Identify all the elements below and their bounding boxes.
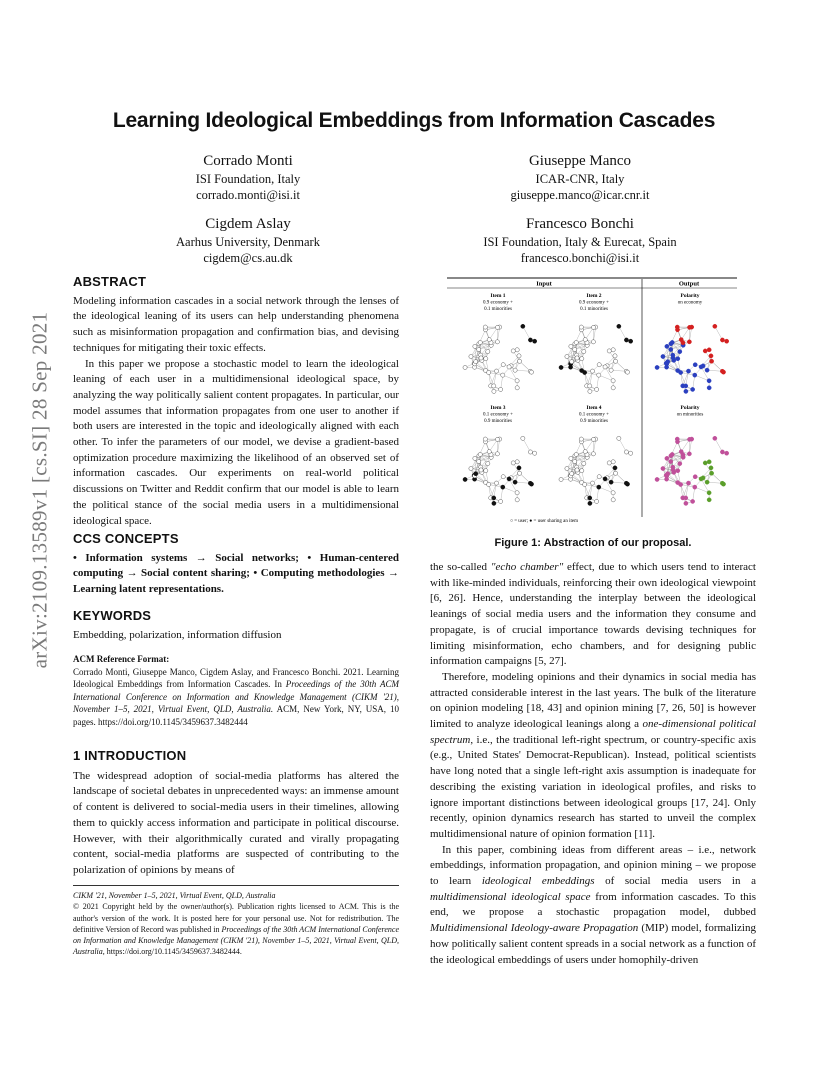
network-node <box>611 460 615 464</box>
input-label: Input <box>536 280 552 288</box>
network-node <box>703 349 707 353</box>
network-node <box>709 354 713 358</box>
introduction-paragraph: The widespread adoption of social-media platforms has altered the landscape of societal debates in unprecedented ways: an immense amount of content is delivered to social-media users in their timelines, allowing them to quickly access information and participate in political discourse. However, with their algorithmically curated and virally propagating content, social-media platforms are suspected of contributing to the polarization of opinions by means of <box>73 769 399 876</box>
network-node <box>583 482 587 486</box>
network-node <box>583 370 587 374</box>
network-node <box>679 482 683 486</box>
author-affiliation: ICAR-CNR, Italy <box>535 172 625 186</box>
panel-subtitle: 0.1 economy + <box>483 412 513 418</box>
network-node <box>487 482 491 486</box>
network-node <box>625 370 629 374</box>
network-node <box>517 359 521 363</box>
network-node <box>588 496 592 500</box>
author-email[interactable]: francesco.bonchi@isi.it <box>520 251 640 265</box>
body-paragraph: Therefore, modeling opinions and their dynamics in social media has attracted considerable interest in the last years. The bulk of the literature on opinion modeling [18, 43] and opinion mining [7, 26, 50] is however limited to analyze ideological leanings along a one-dimensional political spectrum, i.e., the traditional left-right spectrum, or country-specific axis (e.g., United States' Democrat-Republican). Instead, political scientists have long noted that a single left-right axis assumption is inadequate for describing the existing variation in ideological profiles, and risks to ignore important distinctions between ideological groups [17, 24]. Only recently, opinion dynamics research has started to unveil the complex multidimensional nature of opinion formation [11]. <box>430 670 757 840</box>
body-paragraph: In this paper, combining ideas from different areas – i.e., network embeddings, information propagation, and opinion mining – we propose to learn ideological embeddings of social media users in a multidimensional ideological space from information cascades. To this end, we propose a stochastic propagation model, dubbed Multidimensional Ideology-aware Propagation (MIP) model, formalizing how politically salient content spreads in a social network as a function of the ideological embeddings of users under homophily-driven <box>430 843 756 966</box>
network-node <box>613 359 617 363</box>
network-node <box>676 357 680 361</box>
figure-legend: ○ = user; ● = user sharing an item <box>509 519 579 524</box>
panel-title: Item 3 <box>490 405 506 411</box>
network-node <box>533 339 537 343</box>
network-node <box>629 339 633 343</box>
network-node <box>479 356 483 360</box>
network-node <box>569 344 573 348</box>
network-node <box>507 477 511 481</box>
network-node <box>580 469 584 473</box>
network-node <box>699 365 703 369</box>
network-node <box>687 340 691 344</box>
network-node <box>679 370 683 374</box>
author-affiliation: Aarhus University, Denmark <box>176 235 320 249</box>
panel-title: Item 4 <box>586 405 602 411</box>
network-node <box>463 365 467 369</box>
paper-title: Learning Ideological Embeddings from Information Cascades <box>112 109 716 132</box>
network-edge <box>523 438 531 452</box>
network-node <box>484 357 488 361</box>
network-node <box>611 379 615 383</box>
arxiv-watermark <box>10 290 70 690</box>
network-node <box>617 324 621 328</box>
network-node <box>515 460 519 464</box>
author-block <box>98 214 398 266</box>
reference-venue: Proceedings of the 30th ACM International Conference on Information and Knowledge Management (CIKM '21), November 1–5, 2021, Virtual Event, QLD, Australia. <box>73 679 399 714</box>
network-node <box>687 452 691 456</box>
author-name: Giuseppe Manco <box>528 153 632 169</box>
network-node <box>675 437 679 441</box>
network-node <box>483 437 487 441</box>
network-node <box>591 437 595 441</box>
author-name: Corrado Monti <box>203 153 293 169</box>
network-node <box>495 325 499 329</box>
network-node <box>569 456 573 460</box>
network-node <box>517 354 521 358</box>
network-node <box>473 456 477 460</box>
network-node <box>678 461 682 465</box>
network-node <box>528 338 532 342</box>
network-node <box>477 459 481 463</box>
network-node <box>591 325 595 329</box>
network-node <box>463 477 467 481</box>
network-node <box>707 498 711 502</box>
network-node <box>665 344 669 348</box>
keywords-text: Embedding, polarization, information diffusion <box>73 628 282 641</box>
network-node <box>515 498 519 502</box>
network-node <box>580 357 584 361</box>
network-node <box>513 368 517 372</box>
network-node <box>720 450 724 454</box>
network-node <box>713 324 717 328</box>
network-node <box>707 460 711 464</box>
network-node <box>521 436 525 440</box>
network-node <box>611 498 615 502</box>
network-node <box>473 344 477 348</box>
ccs-section <box>73 531 399 598</box>
right-column-text <box>430 560 756 968</box>
network-node <box>684 496 688 500</box>
network-node <box>705 480 709 484</box>
abstract-heading: ABSTRACT <box>73 274 147 289</box>
network-node <box>693 485 697 489</box>
network-node <box>469 466 473 470</box>
network-node <box>469 354 473 358</box>
author-affiliation: ISI Foundation, Italy & Eurecat, Spain <box>483 235 677 249</box>
network-node <box>495 437 499 441</box>
network-node <box>609 480 613 484</box>
network-node <box>686 369 690 373</box>
abstract-paragraph: In this paper we propose a stochastic model to learn the ideological leaning of each user in a multidimensional ideological space, by analyzing the way politically salient content propagates. In particular, our model assumes that information propagates from one user to another if both users are interested in the topic and ideologically aligned with each other. To infer the parameters of our model, we devise a gradient-based optimization procedure maximizing the likelihood of an observed set of information cascades. Our experiments on real-world political discussions on Twitter and Reddit confirm that our model is able to learn the political stance of the social media users in a multidimensional ideological space. <box>73 357 399 527</box>
network-node <box>515 379 519 383</box>
network-node <box>484 469 488 473</box>
network-node <box>603 477 607 481</box>
network-node <box>624 450 628 454</box>
panel-subtitle: 0.1 minorities <box>580 307 608 312</box>
network-node <box>709 471 713 475</box>
network-node <box>528 450 532 454</box>
network-node <box>613 354 617 358</box>
network-node <box>565 354 569 358</box>
network-node <box>565 466 569 470</box>
network-node <box>494 369 498 373</box>
network-node <box>687 437 691 441</box>
network-node <box>666 472 670 476</box>
network-node <box>588 384 592 388</box>
network-node <box>676 469 680 473</box>
panel-subtitle: on economy <box>677 300 703 306</box>
network-node <box>570 472 574 476</box>
network-node <box>624 338 628 342</box>
reference-authors: Corrado Monti, Giuseppe Manco, Cigdem Aslay, and Francesco Bonchi. 2021. Learning Ideological Embeddings from Information Cascades. In <box>73 666 399 689</box>
network-node <box>573 347 577 351</box>
network-node <box>501 363 505 367</box>
panel-subtitle: 0.9 minorities <box>580 419 608 424</box>
network-node <box>595 499 599 503</box>
panel-subtitle: 0.1 minorities <box>484 307 512 312</box>
network-node <box>517 471 521 475</box>
author-name: Francesco Bonchi <box>526 216 634 232</box>
panel-title: Item 1 <box>490 293 506 299</box>
network-node <box>517 466 521 470</box>
network-node <box>707 386 711 390</box>
author-block <box>430 214 730 266</box>
network-edge <box>619 438 627 452</box>
footnote-doi: , https://doi.org/10.1145/3459637.3482444. <box>102 947 242 957</box>
network-node <box>477 347 481 351</box>
network-node <box>687 325 691 329</box>
keywords-heading: KEYWORDS <box>73 608 152 623</box>
author-name: Cigdem Aslay <box>205 216 291 232</box>
network-node <box>721 370 725 374</box>
network-node <box>492 496 496 500</box>
network-node <box>661 466 665 470</box>
network-node <box>474 360 478 364</box>
network-node <box>487 338 491 342</box>
network-node <box>721 482 725 486</box>
network-node <box>573 459 577 463</box>
network-node <box>707 348 711 352</box>
network-edge <box>715 326 723 340</box>
network-node <box>499 499 503 503</box>
network-node <box>693 373 697 377</box>
network-node <box>499 387 503 391</box>
network-node <box>613 471 617 475</box>
network-node <box>501 373 505 377</box>
network-node <box>607 349 611 353</box>
network-node <box>670 340 674 344</box>
network-node <box>574 340 578 344</box>
network-node <box>603 365 607 369</box>
panel-subtitle: 0.9 minorities <box>484 419 512 424</box>
author-email[interactable]: giuseppe.manco@icar.cnr.it <box>510 188 650 202</box>
network-node <box>671 356 675 360</box>
network-node <box>515 386 519 390</box>
network-edge <box>619 326 627 340</box>
network-node <box>617 436 621 440</box>
figure-caption: Figure 1: Abstraction of our proposal. <box>494 537 692 549</box>
network-node <box>582 461 586 465</box>
network-node <box>720 338 724 342</box>
network-node <box>725 339 729 343</box>
network-node <box>579 437 583 441</box>
network-node <box>478 340 482 344</box>
network-node <box>679 450 683 454</box>
network-node <box>511 349 515 353</box>
network-node <box>693 363 697 367</box>
network-node <box>570 360 574 364</box>
network-node <box>684 501 688 505</box>
arxiv-id: arXiv:2109.13589v1 [cs.SI] 28 Sep 2021 <box>27 311 52 669</box>
network-node <box>591 452 595 456</box>
network-node <box>501 475 505 479</box>
network-node <box>684 389 688 393</box>
network-node <box>501 485 505 489</box>
network-node <box>691 499 695 503</box>
network-node <box>611 386 615 390</box>
network-node <box>582 349 586 353</box>
body-paragraph: the so-called "echo chamber" effect, due to which users tend to interact with like-minded individuals, reinforcing their own ideological viewpoint [6, 26]. Hence, understanding the interplay between the ideological leanings of social media users and the information they consume and propagate, is of crucial importance towards devising techniques for limiting misinformation, echo chambers, and for designing public information campaigns [5, 27]. <box>430 561 756 668</box>
panel-subtitle: 0.9 economy + <box>483 300 513 306</box>
network-node <box>666 360 670 364</box>
network-node <box>678 349 682 353</box>
network-node <box>684 384 688 388</box>
keywords-section <box>73 608 399 643</box>
network-node <box>709 359 713 363</box>
network-node <box>675 325 679 329</box>
network-node <box>579 325 583 329</box>
figure-1 <box>447 277 737 527</box>
output-label: Output <box>678 280 700 288</box>
network-node <box>713 436 717 440</box>
network-node <box>559 477 563 481</box>
network-node <box>709 466 713 470</box>
network-node <box>583 338 587 342</box>
network-node <box>597 363 601 367</box>
network-node <box>669 459 673 463</box>
author-email[interactable]: corrado.monti@isi.it <box>196 188 300 202</box>
network-node <box>707 379 711 383</box>
network-edge <box>523 326 531 340</box>
panel-subtitle: on minorities <box>676 412 704 418</box>
network-node <box>590 481 594 485</box>
network-node <box>511 461 515 465</box>
network-node <box>691 387 695 391</box>
abstract-paragraph: Modeling information cascades in a social network through the lenses of the ideological leaning of its users can help understanding phenomena such as misinformation propagation and confirmation bias, and devising techniques for mitigating their toxic effects. <box>73 294 399 354</box>
network-node <box>495 452 499 456</box>
panel-title: Item 2 <box>586 293 602 299</box>
network-node <box>591 340 595 344</box>
network-node <box>597 373 601 377</box>
network-node <box>607 461 611 465</box>
network-node <box>495 340 499 344</box>
network-node <box>494 481 498 485</box>
network-node <box>559 365 563 369</box>
footnote <box>73 885 399 958</box>
author-block <box>430 151 730 203</box>
network-node <box>474 472 478 476</box>
ccs-text: • Information systems → Social networks; • Human-centered computing → Social content sharing; • Computing methodologies → Learning latent representations. <box>73 551 399 596</box>
reference-format <box>73 653 399 728</box>
network-node <box>679 338 683 342</box>
network-node <box>583 450 587 454</box>
network-node <box>595 387 599 391</box>
network-node <box>611 491 615 495</box>
network-node <box>529 370 533 374</box>
network-node <box>655 365 659 369</box>
network-node <box>574 452 578 456</box>
network-node <box>707 491 711 495</box>
network-node <box>575 468 579 472</box>
network-node <box>588 501 592 505</box>
network-node <box>533 451 537 455</box>
footnote-venue: CIKM '21, November 1–5, 2021, Virtual Event, QLD, Australia <box>73 891 276 900</box>
panel-subtitle: 0.1 economy + <box>579 412 609 418</box>
network-node <box>486 349 490 353</box>
network-node <box>575 356 579 360</box>
network-node <box>486 461 490 465</box>
author-affiliation: ISI Foundation, Italy <box>195 172 301 186</box>
figure-graphic <box>447 277 737 527</box>
network-node <box>609 368 613 372</box>
panel-subtitle: 0.9 economy + <box>579 300 609 306</box>
network-node <box>483 325 487 329</box>
network-node <box>655 477 659 481</box>
network-edge <box>715 438 723 452</box>
network-node <box>515 491 519 495</box>
network-node <box>670 452 674 456</box>
panel-title: Polarity <box>680 293 700 299</box>
network-node <box>629 451 633 455</box>
network-node <box>597 485 601 489</box>
footnote-proceedings: Proceedings of the 30th ACM International Conference on Information and Knowledge Management (CIKM '21), November 1–5, 2021, Virtual Event, QLD, Australia <box>73 924 400 957</box>
author-block <box>98 151 398 203</box>
network-node <box>507 365 511 369</box>
panel-title: Polarity <box>680 405 700 411</box>
introduction-section <box>73 748 399 879</box>
footnote-rule <box>73 885 399 886</box>
network-node <box>529 482 533 486</box>
network-node <box>665 456 669 460</box>
footnote-copyright: © 2021 Copyright held by the owner/author(s). Publication rights licensed to ACM. This is the author's version of the work. It is posted here for your personal use. Not for redistribution. The definitive Version of Record was published in <box>73 902 399 934</box>
network-node <box>613 466 617 470</box>
abstract-section <box>73 274 399 529</box>
network-node <box>478 452 482 456</box>
network-node <box>492 501 496 505</box>
network-node <box>661 354 665 358</box>
network-node <box>515 348 519 352</box>
network-node <box>611 348 615 352</box>
introduction-heading: 1 INTRODUCTION <box>73 748 187 763</box>
network-node <box>588 389 592 393</box>
network-node <box>492 389 496 393</box>
network-node <box>625 482 629 486</box>
network-node <box>487 450 491 454</box>
network-node <box>725 451 729 455</box>
reference-format-heading: ACM Reference Format: <box>73 654 170 664</box>
network-node <box>597 475 601 479</box>
network-node <box>487 370 491 374</box>
network-node <box>479 468 483 472</box>
ccs-heading: CCS CONCEPTS <box>73 531 179 546</box>
network-node <box>686 481 690 485</box>
network-node <box>699 477 703 481</box>
network-node <box>671 468 675 472</box>
network-node <box>492 384 496 388</box>
network-node <box>705 368 709 372</box>
reference-tail: ACM, New York, NY, USA, 10 pages. https://doi.org/10.1145/3459637.3482444 <box>73 704 400 727</box>
network-node <box>521 324 525 328</box>
network-node <box>693 475 697 479</box>
network-node <box>703 461 707 465</box>
author-email[interactable]: cigdem@cs.au.dk <box>203 251 293 265</box>
network-node <box>513 480 517 484</box>
network-node <box>590 369 594 373</box>
network-node <box>669 347 673 351</box>
